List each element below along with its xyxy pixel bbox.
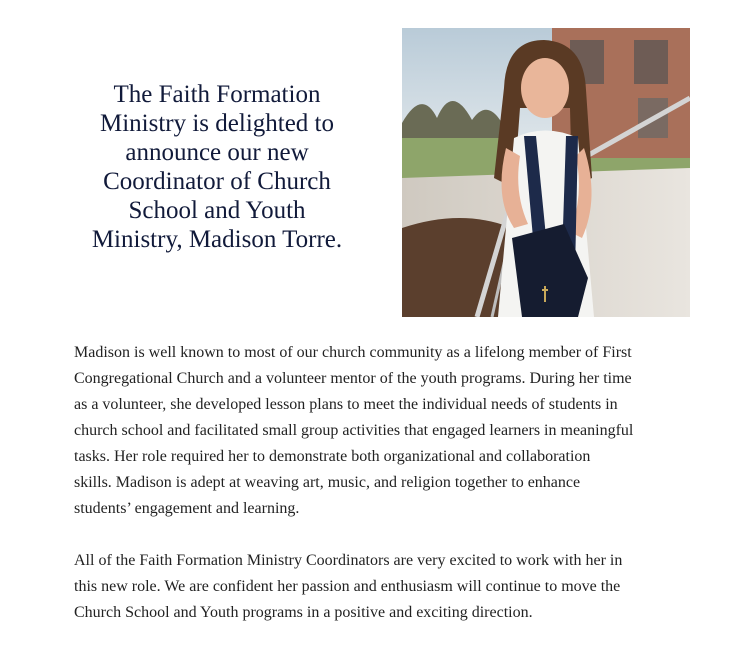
portrait-photo	[402, 28, 690, 317]
paragraph-line: All of the Faith Formation Ministry Coordinators are very excited to work with her in	[74, 552, 623, 569]
announcement-headline	[62, 80, 372, 254]
paragraph-line: Church School and Youth programs in a positive and exciting direction.	[74, 604, 533, 621]
headline-line: announce our new	[125, 139, 309, 166]
headline-line: Ministry, Madison Torre.	[91, 226, 343, 253]
headline-line: School and Youth	[128, 197, 306, 224]
portrait-photo-icon	[402, 28, 690, 317]
paragraph-line: tasks. Her role required her to demonstrate both organizational and collaboration	[74, 448, 591, 465]
paragraph-line: Congregational Church and a volunteer mentor of the youth programs. During her time	[74, 370, 632, 387]
headline-line: Ministry is delighted to	[99, 110, 335, 137]
paragraph-line: church school and facilitated small group activities that engaged learners in meaningful	[74, 422, 634, 439]
paragraph-line: students’ engagement and learning.	[74, 500, 300, 517]
paragraph-line: Madison is well known to most of our church community as a lifelong member of First	[74, 344, 632, 361]
paragraph-line: as a volunteer, she developed lesson plans to meet the individual needs of students in	[74, 396, 618, 413]
headline-line: The Faith Formation	[113, 81, 321, 108]
paragraph-closing	[74, 548, 714, 626]
paragraph-line: this new role. We are confident her passion and enthusiasm will continue to move the	[74, 578, 621, 595]
paragraph-introduction	[74, 340, 714, 522]
paragraph-line: skills. Madison is adept at weaving art, music, and religion together to enhance	[74, 474, 581, 491]
headline-line: Coordinator of Church	[103, 168, 331, 195]
